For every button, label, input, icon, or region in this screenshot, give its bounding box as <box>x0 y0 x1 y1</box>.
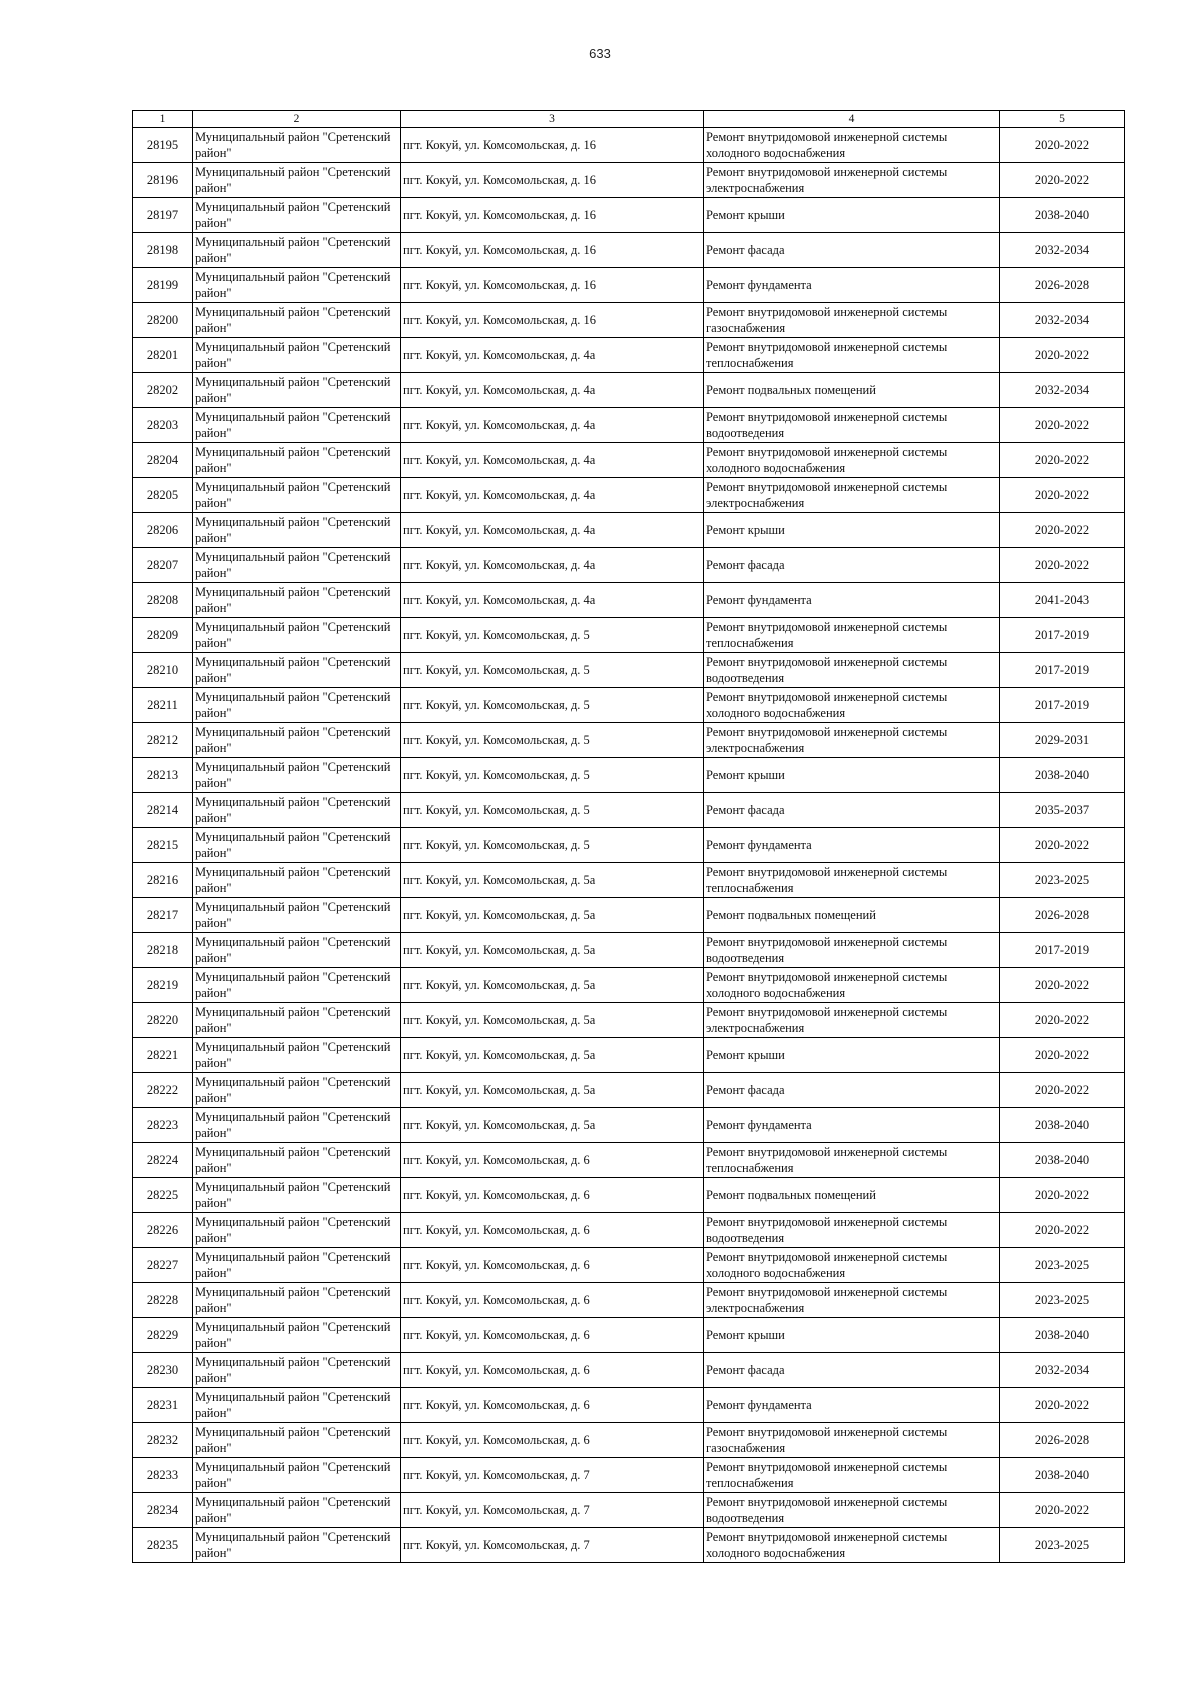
period-cell: 2038-2040 <box>1000 1458 1125 1493</box>
district-cell: Муниципальный район "Сретенский район" <box>193 1423 401 1458</box>
address-cell: пгт. Кокуй, ул. Комсомольская, д. 5а <box>401 1073 704 1108</box>
district-cell: Муниципальный район "Сретенский район" <box>193 1388 401 1423</box>
row-number-cell: 28196 <box>133 163 193 198</box>
district-cell: Муниципальный район "Сретенский район" <box>193 1248 401 1283</box>
column-header-1: 1 <box>133 111 193 128</box>
district-cell: Муниципальный район "Сретенский район" <box>193 548 401 583</box>
address-cell: пгт. Кокуй, ул. Комсомольская, д. 16 <box>401 128 704 163</box>
address-cell: пгт. Кокуй, ул. Комсомольская, д. 6 <box>401 1353 704 1388</box>
address-cell: пгт. Кокуй, ул. Комсомольская, д. 5а <box>401 863 704 898</box>
district-cell: Муниципальный район "Сретенский район" <box>193 408 401 443</box>
work-type-cell: Ремонт крыши <box>704 1038 1000 1073</box>
row-number-cell: 28205 <box>133 478 193 513</box>
table-row <box>133 1143 1125 1178</box>
district-cell: Муниципальный район "Сретенский район" <box>193 758 401 793</box>
address-cell: пгт. Кокуй, ул. Комсомольская, д. 4а <box>401 513 704 548</box>
district-cell: Муниципальный район "Сретенский район" <box>193 688 401 723</box>
row-number-cell: 28230 <box>133 1353 193 1388</box>
district-cell: Муниципальный район "Сретенский район" <box>193 1038 401 1073</box>
work-type-cell: Ремонт крыши <box>704 513 1000 548</box>
address-cell: пгт. Кокуй, ул. Комсомольская, д. 16 <box>401 268 704 303</box>
row-number-cell: 28232 <box>133 1423 193 1458</box>
period-cell: 2023-2025 <box>1000 1283 1125 1318</box>
period-cell: 2035-2037 <box>1000 793 1125 828</box>
district-cell: Муниципальный район "Сретенский район" <box>193 1528 401 1563</box>
work-type-cell: Ремонт фасада <box>704 233 1000 268</box>
address-cell: пгт. Кокуй, ул. Комсомольская, д. 5а <box>401 933 704 968</box>
work-type-cell: Ремонт внутридомовой инженерной системы холодного водоснабжения <box>704 1248 1000 1283</box>
district-cell: Муниципальный район "Сретенский район" <box>193 1178 401 1213</box>
work-type-cell: Ремонт фасада <box>704 1353 1000 1388</box>
period-cell: 2026-2028 <box>1000 268 1125 303</box>
row-number-cell: 28220 <box>133 1003 193 1038</box>
address-cell: пгт. Кокуй, ул. Комсомольская, д. 4а <box>401 478 704 513</box>
table-row <box>133 618 1125 653</box>
work-type-cell: Ремонт внутридомовой инженерной системы электроснабжения <box>704 1003 1000 1038</box>
row-number-cell: 28231 <box>133 1388 193 1423</box>
period-cell: 2020-2022 <box>1000 1178 1125 1213</box>
period-cell: 2020-2022 <box>1000 338 1125 373</box>
district-cell: Муниципальный район "Сретенский район" <box>193 828 401 863</box>
table-row <box>133 968 1125 1003</box>
address-cell: пгт. Кокуй, ул. Комсомольская, д. 4а <box>401 338 704 373</box>
work-type-cell: Ремонт внутридомовой инженерной системы водоотведения <box>704 1213 1000 1248</box>
address-cell: пгт. Кокуй, ул. Комсомольская, д. 4а <box>401 548 704 583</box>
table-row <box>133 1248 1125 1283</box>
work-type-cell: Ремонт внутридомовой инженерной системы теплоснабжения <box>704 863 1000 898</box>
period-cell: 2020-2022 <box>1000 1388 1125 1423</box>
address-cell: пгт. Кокуй, ул. Комсомольская, д. 6 <box>401 1283 704 1318</box>
period-cell: 2038-2040 <box>1000 1143 1125 1178</box>
row-number-cell: 28219 <box>133 968 193 1003</box>
table-row <box>133 1423 1125 1458</box>
district-cell: Муниципальный район "Сретенский район" <box>193 1073 401 1108</box>
table-row <box>133 828 1125 863</box>
address-cell: пгт. Кокуй, ул. Комсомольская, д. 4а <box>401 373 704 408</box>
table-row <box>133 233 1125 268</box>
table-row <box>133 583 1125 618</box>
row-number-cell: 28200 <box>133 303 193 338</box>
address-cell: пгт. Кокуй, ул. Комсомольская, д. 7 <box>401 1493 704 1528</box>
row-number-cell: 28223 <box>133 1108 193 1143</box>
work-type-cell: Ремонт внутридомовой инженерной системы электроснабжения <box>704 478 1000 513</box>
address-cell: пгт. Кокуй, ул. Комсомольская, д. 5а <box>401 1038 704 1073</box>
period-cell: 2020-2022 <box>1000 1073 1125 1108</box>
address-cell: пгт. Кокуй, ул. Комсомольская, д. 5 <box>401 723 704 758</box>
work-type-cell: Ремонт внутридомовой инженерной системы водоотведения <box>704 408 1000 443</box>
period-cell: 2023-2025 <box>1000 863 1125 898</box>
column-header-5: 5 <box>1000 111 1125 128</box>
table-row <box>133 1038 1125 1073</box>
column-header-4: 4 <box>704 111 1000 128</box>
district-cell: Муниципальный район "Сретенский район" <box>193 1353 401 1388</box>
row-number-cell: 28214 <box>133 793 193 828</box>
row-number-cell: 28222 <box>133 1073 193 1108</box>
address-cell: пгт. Кокуй, ул. Комсомольская, д. 5а <box>401 898 704 933</box>
table-row <box>133 1458 1125 1493</box>
table-row <box>133 373 1125 408</box>
table-row <box>133 723 1125 758</box>
period-cell: 2020-2022 <box>1000 408 1125 443</box>
row-number-cell: 28226 <box>133 1213 193 1248</box>
address-cell: пгт. Кокуй, ул. Комсомольская, д. 16 <box>401 198 704 233</box>
work-type-cell: Ремонт подвальных помещений <box>704 898 1000 933</box>
table-row <box>133 1388 1125 1423</box>
table-row <box>133 1493 1125 1528</box>
work-type-cell: Ремонт внутридомовой инженерной системы водоотведения <box>704 1493 1000 1528</box>
row-number-cell: 28206 <box>133 513 193 548</box>
address-cell: пгт. Кокуй, ул. Комсомольская, д. 16 <box>401 163 704 198</box>
period-cell: 2020-2022 <box>1000 1038 1125 1073</box>
row-number-cell: 28215 <box>133 828 193 863</box>
table-row <box>133 1073 1125 1108</box>
row-number-cell: 28217 <box>133 898 193 933</box>
row-number-cell: 28229 <box>133 1318 193 1353</box>
period-cell: 2032-2034 <box>1000 373 1125 408</box>
row-number-cell: 28216 <box>133 863 193 898</box>
work-type-cell: Ремонт фасада <box>704 1073 1000 1108</box>
district-cell: Муниципальный район "Сретенский район" <box>193 1458 401 1493</box>
row-number-cell: 28204 <box>133 443 193 478</box>
address-cell: пгт. Кокуй, ул. Комсомольская, д. 4а <box>401 443 704 478</box>
column-header-3: 3 <box>401 111 704 128</box>
address-cell: пгт. Кокуй, ул. Комсомольская, д. 6 <box>401 1388 704 1423</box>
district-cell: Муниципальный район "Сретенский район" <box>193 373 401 408</box>
row-number-cell: 28199 <box>133 268 193 303</box>
period-cell: 2023-2025 <box>1000 1528 1125 1563</box>
address-cell: пгт. Кокуй, ул. Комсомольская, д. 6 <box>401 1213 704 1248</box>
work-type-cell: Ремонт внутридомовой инженерной системы газоснабжения <box>704 303 1000 338</box>
table-row <box>133 898 1125 933</box>
work-type-cell: Ремонт подвальных помещений <box>704 1178 1000 1213</box>
district-cell: Муниципальный район "Сретенский район" <box>193 1003 401 1038</box>
row-number-cell: 28208 <box>133 583 193 618</box>
period-cell: 2032-2034 <box>1000 1353 1125 1388</box>
work-type-cell: Ремонт внутридомовой инженерной системы теплоснабжения <box>704 1143 1000 1178</box>
period-cell: 2020-2022 <box>1000 548 1125 583</box>
period-cell: 2017-2019 <box>1000 933 1125 968</box>
work-type-cell: Ремонт внутридомовой инженерной системы теплоснабжения <box>704 618 1000 653</box>
table-row <box>133 653 1125 688</box>
district-cell: Муниципальный район "Сретенский район" <box>193 128 401 163</box>
row-number-cell: 28227 <box>133 1248 193 1283</box>
row-number-cell: 28198 <box>133 233 193 268</box>
period-cell: 2017-2019 <box>1000 618 1125 653</box>
row-number-cell: 28197 <box>133 198 193 233</box>
table-row <box>133 163 1125 198</box>
work-type-cell: Ремонт внутридомовой инженерной системы электроснабжения <box>704 163 1000 198</box>
work-type-cell: Ремонт крыши <box>704 198 1000 233</box>
column-number-row <box>133 111 1125 128</box>
period-cell: 2020-2022 <box>1000 968 1125 1003</box>
district-cell: Муниципальный район "Сретенский район" <box>193 303 401 338</box>
period-cell: 2026-2028 <box>1000 1423 1125 1458</box>
row-number-cell: 28210 <box>133 653 193 688</box>
district-cell: Муниципальный район "Сретенский район" <box>193 968 401 1003</box>
work-type-cell: Ремонт внутридомовой инженерной системы холодного водоснабжения <box>704 443 1000 478</box>
row-number-cell: 28202 <box>133 373 193 408</box>
row-number-cell: 28221 <box>133 1038 193 1073</box>
table-row <box>133 1318 1125 1353</box>
work-type-cell: Ремонт фундамента <box>704 1108 1000 1143</box>
work-type-cell: Ремонт фундамента <box>704 1388 1000 1423</box>
period-cell: 2020-2022 <box>1000 128 1125 163</box>
row-number-cell: 28201 <box>133 338 193 373</box>
district-cell: Муниципальный район "Сретенский район" <box>193 163 401 198</box>
district-cell: Муниципальный район "Сретенский район" <box>193 933 401 968</box>
district-cell: Муниципальный район "Сретенский район" <box>193 793 401 828</box>
table-row <box>133 688 1125 723</box>
district-cell: Муниципальный район "Сретенский район" <box>193 443 401 478</box>
period-cell: 2038-2040 <box>1000 1318 1125 1353</box>
period-cell: 2020-2022 <box>1000 513 1125 548</box>
period-cell: 2020-2022 <box>1000 1003 1125 1038</box>
address-cell: пгт. Кокуй, ул. Комсомольская, д. 5а <box>401 968 704 1003</box>
period-cell: 2020-2022 <box>1000 1493 1125 1528</box>
district-cell: Муниципальный район "Сретенский район" <box>193 1143 401 1178</box>
period-cell: 2017-2019 <box>1000 653 1125 688</box>
district-cell: Муниципальный район "Сретенский район" <box>193 1493 401 1528</box>
period-cell: 2041-2043 <box>1000 583 1125 618</box>
address-cell: пгт. Кокуй, ул. Комсомольская, д. 6 <box>401 1423 704 1458</box>
address-cell: пгт. Кокуй, ул. Комсомольская, д. 5 <box>401 653 704 688</box>
table-row <box>133 513 1125 548</box>
address-cell: пгт. Кокуй, ул. Комсомольская, д. 5 <box>401 618 704 653</box>
table-row <box>133 338 1125 373</box>
address-cell: пгт. Кокуй, ул. Комсомольская, д. 7 <box>401 1458 704 1493</box>
work-type-cell: Ремонт внутридомовой инженерной системы газоснабжения <box>704 1423 1000 1458</box>
district-cell: Муниципальный район "Сретенский район" <box>193 233 401 268</box>
district-cell: Муниципальный район "Сретенский район" <box>193 1108 401 1143</box>
table-body <box>133 128 1125 1563</box>
district-cell: Муниципальный район "Сретенский район" <box>193 863 401 898</box>
address-cell: пгт. Кокуй, ул. Комсомольская, д. 16 <box>401 233 704 268</box>
period-cell: 2020-2022 <box>1000 163 1125 198</box>
table-row <box>133 1283 1125 1318</box>
work-type-cell: Ремонт внутридомовой инженерной системы электроснабжения <box>704 1283 1000 1318</box>
table-row <box>133 793 1125 828</box>
period-cell: 2020-2022 <box>1000 443 1125 478</box>
address-cell: пгт. Кокуй, ул. Комсомольская, д. 5 <box>401 828 704 863</box>
table-row <box>133 1213 1125 1248</box>
district-cell: Муниципальный район "Сретенский район" <box>193 198 401 233</box>
work-type-cell: Ремонт внутридомовой инженерной системы электроснабжения <box>704 723 1000 758</box>
table-row <box>133 1528 1125 1563</box>
page-number: 633 <box>589 46 611 61</box>
address-cell: пгт. Кокуй, ул. Комсомольская, д. 6 <box>401 1248 704 1283</box>
row-number-cell: 28203 <box>133 408 193 443</box>
row-number-cell: 28195 <box>133 128 193 163</box>
district-cell: Муниципальный район "Сретенский район" <box>193 513 401 548</box>
district-cell: Муниципальный район "Сретенский район" <box>193 653 401 688</box>
district-cell: Муниципальный район "Сретенский район" <box>193 723 401 758</box>
work-type-cell: Ремонт внутридомовой инженерной системы холодного водоснабжения <box>704 968 1000 1003</box>
period-cell: 2026-2028 <box>1000 898 1125 933</box>
work-type-cell: Ремонт фундамента <box>704 583 1000 618</box>
work-type-cell: Ремонт внутридомовой инженерной системы холодного водоснабжения <box>704 128 1000 163</box>
table-row <box>133 758 1125 793</box>
row-number-cell: 28228 <box>133 1283 193 1318</box>
period-cell: 2020-2022 <box>1000 478 1125 513</box>
address-cell: пгт. Кокуй, ул. Комсомольская, д. 16 <box>401 303 704 338</box>
work-type-cell: Ремонт фундамента <box>704 828 1000 863</box>
period-cell: 2038-2040 <box>1000 758 1125 793</box>
row-number-cell: 28218 <box>133 933 193 968</box>
address-cell: пгт. Кокуй, ул. Комсомольская, д. 6 <box>401 1143 704 1178</box>
table-row <box>133 478 1125 513</box>
address-cell: пгт. Кокуй, ул. Комсомольская, д. 6 <box>401 1178 704 1213</box>
period-cell: 2017-2019 <box>1000 688 1125 723</box>
address-cell: пгт. Кокуй, ул. Комсомольская, д. 4а <box>401 408 704 443</box>
row-number-cell: 28235 <box>133 1528 193 1563</box>
district-cell: Муниципальный район "Сретенский район" <box>193 268 401 303</box>
period-cell: 2020-2022 <box>1000 828 1125 863</box>
work-type-cell: Ремонт внутридомовой инженерной системы холодного водоснабжения <box>704 688 1000 723</box>
period-cell: 2038-2040 <box>1000 1108 1125 1143</box>
work-type-cell: Ремонт фундамента <box>704 268 1000 303</box>
work-type-cell: Ремонт подвальных помещений <box>704 373 1000 408</box>
address-cell: пгт. Кокуй, ул. Комсомольская, д. 6 <box>401 1318 704 1353</box>
address-cell: пгт. Кокуй, ул. Комсомольская, д. 5а <box>401 1003 704 1038</box>
period-cell: 2038-2040 <box>1000 198 1125 233</box>
table-row <box>133 268 1125 303</box>
table-row <box>133 1003 1125 1038</box>
district-cell: Муниципальный район "Сретенский район" <box>193 618 401 653</box>
table-row <box>133 198 1125 233</box>
row-number-cell: 28211 <box>133 688 193 723</box>
work-type-cell: Ремонт внутридомовой инженерной системы теплоснабжения <box>704 1458 1000 1493</box>
work-type-cell: Ремонт внутридомовой инженерной системы теплоснабжения <box>704 338 1000 373</box>
row-number-cell: 28225 <box>133 1178 193 1213</box>
district-cell: Муниципальный район "Сретенский район" <box>193 1213 401 1248</box>
row-number-cell: 28234 <box>133 1493 193 1528</box>
district-cell: Муниципальный район "Сретенский район" <box>193 1283 401 1318</box>
work-type-cell: Ремонт крыши <box>704 758 1000 793</box>
row-number-cell: 28233 <box>133 1458 193 1493</box>
row-number-cell: 28224 <box>133 1143 193 1178</box>
district-cell: Муниципальный район "Сретенский район" <box>193 338 401 373</box>
table-row <box>133 933 1125 968</box>
row-number-cell: 28207 <box>133 548 193 583</box>
address-cell: пгт. Кокуй, ул. Комсомольская, д. 5 <box>401 758 704 793</box>
district-cell: Муниципальный район "Сретенский район" <box>193 478 401 513</box>
address-cell: пгт. Кокуй, ул. Комсомольская, д. 7 <box>401 1528 704 1563</box>
table-row <box>133 863 1125 898</box>
table-row <box>133 1108 1125 1143</box>
period-cell: 2032-2034 <box>1000 233 1125 268</box>
column-header-2: 2 <box>193 111 401 128</box>
work-type-cell: Ремонт внутридомовой инженерной системы водоотведения <box>704 653 1000 688</box>
row-number-cell: 28212 <box>133 723 193 758</box>
table-row <box>133 1353 1125 1388</box>
table-row <box>133 128 1125 163</box>
address-cell: пгт. Кокуй, ул. Комсомольская, д. 4а <box>401 583 704 618</box>
district-cell: Муниципальный район "Сретенский район" <box>193 583 401 618</box>
period-cell: 2020-2022 <box>1000 1213 1125 1248</box>
table-row <box>133 548 1125 583</box>
table-row <box>133 408 1125 443</box>
row-number-cell: 28213 <box>133 758 193 793</box>
table-row <box>133 1178 1125 1213</box>
address-cell: пгт. Кокуй, ул. Комсомольская, д. 5 <box>401 688 704 723</box>
address-cell: пгт. Кокуй, ул. Комсомольская, д. 5 <box>401 793 704 828</box>
work-type-cell: Ремонт внутридомовой инженерной системы водоотведения <box>704 933 1000 968</box>
table-row <box>133 303 1125 338</box>
period-cell: 2032-2034 <box>1000 303 1125 338</box>
capital-repair-table <box>132 110 1125 1563</box>
work-type-cell: Ремонт фасада <box>704 548 1000 583</box>
address-cell: пгт. Кокуй, ул. Комсомольская, д. 5а <box>401 1108 704 1143</box>
work-type-cell: Ремонт фасада <box>704 793 1000 828</box>
table-row <box>133 443 1125 478</box>
period-cell: 2023-2025 <box>1000 1248 1125 1283</box>
district-cell: Муниципальный район "Сретенский район" <box>193 898 401 933</box>
district-cell: Муниципальный район "Сретенский район" <box>193 1318 401 1353</box>
row-number-cell: 28209 <box>133 618 193 653</box>
work-type-cell: Ремонт крыши <box>704 1318 1000 1353</box>
work-type-cell: Ремонт внутридомовой инженерной системы холодного водоснабжения <box>704 1528 1000 1563</box>
period-cell: 2029-2031 <box>1000 723 1125 758</box>
